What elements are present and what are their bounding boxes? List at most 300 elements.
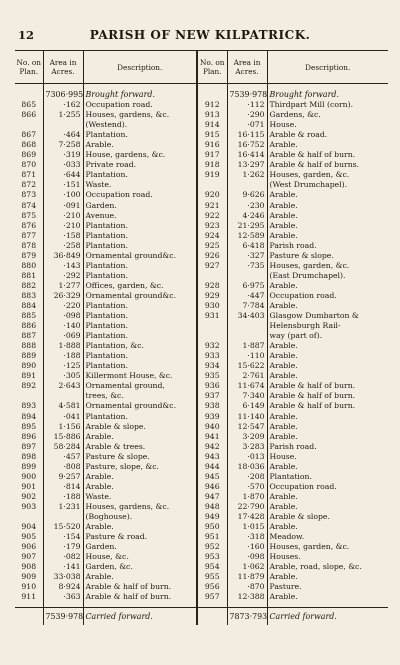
area-cell: ·808 [43,462,83,472]
plan-number-cell: 884 [21,300,37,310]
area-cell: ·814 [43,482,83,492]
plan-number-cell [197,331,227,341]
description-cell: Arable. [267,201,388,211]
area-cell: 1·231 [43,502,83,512]
area-cell: 6·149 [227,401,267,411]
area-cell: 21·295 [227,221,267,231]
table-row [15,130,388,140]
table-row [15,291,388,301]
table-row [15,180,388,190]
description-cell: House. [267,120,388,130]
plan-number-cell: 900 [21,471,37,481]
area-cell: ·292 [43,271,83,281]
description-cell: Arable. [83,522,197,532]
plan-number-cell: 907 [21,552,37,562]
no-cell [15,84,43,101]
description-cell: Arable. [267,140,388,150]
description-cell: Arable. [267,190,388,200]
description-cell: House. [267,452,388,462]
plan-number-cell: 955 [197,572,227,582]
area-cell [227,331,267,341]
plan-number-cell: 941 [197,432,227,442]
table-row [15,170,388,180]
table-row [15,452,388,462]
plan-number-cell: 877 [21,230,37,240]
table-row [15,502,388,512]
area-cell: 9·257 [43,472,83,482]
plan-number-cell: 954 [197,562,227,572]
area-cell: 9·626 [227,190,267,200]
area-cell: 12·589 [227,231,267,241]
area-cell: ·188 [43,492,83,502]
plan-number-cell: 906 [21,542,37,552]
plan-number-cell: 871 [21,170,37,180]
table-row [15,401,388,411]
description-cell: Arable & road. [267,130,388,140]
description-cell: Arable. [267,371,388,381]
area-cell: 16·115 [227,130,267,140]
table-row [15,201,388,211]
description-cell: Arable & half of burn. [267,401,388,411]
area-cell: ·154 [43,532,83,542]
plan-number-cell: 944 [197,462,227,472]
plan-number-cell [15,512,43,522]
description-cell: Arable & half of burn. [267,150,388,160]
table-row [15,160,388,170]
description-cell: (West Drumchapel). [267,180,388,190]
description-cell: Plantation. [83,301,197,311]
description-cell: Arable. [267,301,388,311]
area-cell: ·082 [43,552,83,562]
description-cell: Arable & half of burn. [83,582,197,592]
area-cell: ·158 [43,231,83,241]
area-cell: ·363 [43,592,83,608]
description-cell: Occupation road. [267,291,388,301]
plan-number-cell: 911 [21,592,37,602]
area-cell: ·151 [43,180,83,190]
col-header-desc-left: Description. [83,51,197,84]
description-cell: Arable. [267,351,388,361]
table-row [15,211,388,221]
description-cell: Plantation. [83,221,197,231]
area-cell: 4·246 [227,211,267,221]
area-cell: 58·284 [43,442,83,452]
plan-number-cell: 945 [197,472,227,482]
plan-number-cell: 924 [197,231,227,241]
plan-number-cell: 953 [197,552,227,562]
plan-number-cell: 909 [21,572,37,582]
description-cell: House, gardens, &c. [83,150,197,160]
description-cell: Garden. [83,542,197,552]
plan-number-cell: 869 [21,150,37,160]
carried-forward-area-left: 7539·978 [43,608,83,626]
area-cell: ·125 [43,361,83,371]
area-cell: 18·036 [227,462,267,472]
description-cell: Plantation. [83,321,197,331]
plan-number-cell: 903 [21,501,37,511]
description-cell: (East Drumchapel). [267,271,388,281]
brought-forward-area-right: 7539·978 [227,84,267,101]
plan-number-cell: 939 [197,412,227,422]
description-cell: Plantation. [83,271,197,281]
table-row [15,391,388,401]
area-cell: 11·140 [227,412,267,422]
plan-number-cell: 920 [197,190,227,200]
plan-number-cell: 952 [197,542,227,552]
description-cell: Arable. [267,502,388,512]
area-cell: 34·403 [227,311,267,321]
area-cell: ·230 [227,201,267,211]
col-header-desc-right: Description. [267,51,388,84]
area-cell: ·570 [227,482,267,492]
plan-number-cell: 875 [21,210,37,220]
plan-number-cell: 879 [21,250,37,260]
description-cell: Arable. [267,572,388,582]
description-cell: Helensburgh Rail- [267,321,388,331]
plan-number-cell: 905 [21,532,37,542]
area-cell: 16·752 [227,140,267,150]
plan-number-cell [15,391,43,401]
description-cell: Plantation. [83,331,197,341]
description-cell: Plantation. [83,231,197,241]
area-cell: 2·761 [227,371,267,381]
plan-number-cell: 883 [21,290,37,300]
description-cell: Arable & slope. [83,422,197,432]
description-cell: Arable. [267,211,388,221]
plan-number-cell: 886 [21,321,37,331]
area-cell: ·143 [43,261,83,271]
area-cell: ·644 [43,170,83,180]
plan-number-cell: 934 [197,361,227,371]
area-cell: ·210 [43,221,83,231]
table-row [15,321,388,331]
description-cell: Arable. [83,432,197,442]
area-cell: 15·622 [227,361,267,371]
area-cell: 3·209 [227,432,267,442]
area-cell: ·013 [227,452,267,462]
carried-forward-label-right: Carried forward. [267,608,388,626]
description-cell: Houses, garden, &c. [267,170,388,180]
description-cell: Arable. [83,482,197,492]
no-cell [15,608,43,626]
plan-number-cell: 917 [197,150,227,160]
description-cell: Occupation road. [83,190,197,200]
area-cell: 1·156 [43,422,83,432]
plan-number-cell: 878 [21,240,37,250]
col-header-area-right: Area in Acres. [227,51,267,84]
plan-number-cell [197,271,227,281]
carried-forward-label-left: Carried forward. [83,608,197,626]
table-row [15,251,388,261]
description-cell: Ornamental ground, [83,381,197,391]
plan-number-cell: 922 [197,211,227,221]
plan-number-cell: 898 [21,451,37,461]
description-cell: Garden, &c. [83,562,197,572]
description-cell: Arable. [83,472,197,482]
plan-number-cell: 867 [21,130,37,140]
table-row [15,432,388,442]
area-cell: 11·674 [227,381,267,391]
description-cell: Houses, gardens, &c. [83,502,197,512]
table-row [15,532,388,542]
area-cell: ·033 [43,160,83,170]
description-cell: Arable. [267,221,388,231]
description-cell: Pasture & slope. [83,452,197,462]
plan-number-cell: 887 [21,331,37,341]
description-cell: Plantation. [267,472,388,482]
table-row [15,522,388,532]
area-cell: 1·262 [227,170,267,180]
table-row [15,552,388,562]
area-cell: ·162 [43,100,83,110]
area-cell: ·447 [227,291,267,301]
plan-number-cell: 896 [21,431,37,441]
col-header-area-left: Area in Acres. [43,51,83,84]
table-row [15,100,388,110]
plan-number-cell: 949 [197,512,227,522]
description-cell: Plantation. [83,261,197,271]
plan-number-cell: 872 [21,180,37,190]
description-cell: Arable & trees. [83,442,197,452]
acreage-table [15,50,388,625]
description-cell: Arable & half of burns. [267,160,388,170]
table-row [15,422,388,432]
table-row [15,381,388,391]
plan-number-cell: 916 [197,140,227,150]
plan-number-cell: 936 [197,381,227,391]
plan-number-cell: 926 [197,251,227,261]
table-row [15,110,388,120]
brought-forward-label-left: Brought forward. [83,84,197,101]
description-cell: Arable. [83,572,197,582]
page-number: 12 [18,28,35,42]
plan-number-cell [15,120,43,130]
description-cell: Arable. [267,522,388,532]
plan-number-cell: 937 [197,391,227,401]
plan-number-cell: 868 [21,140,37,150]
plan-number-cell: 942 [197,442,227,452]
description-cell: Glasgow Dumbarton & [267,311,388,321]
plan-number-cell: 895 [21,421,37,431]
description-cell: Arable & half of burn. [267,391,388,401]
description-cell: Plantation. [83,170,197,180]
plan-number-cell: 943 [197,452,227,462]
area-cell: 12·547 [227,422,267,432]
area-cell: 26·329 [43,291,83,301]
area-cell: 1·887 [227,341,267,351]
area-cell: 2·643 [43,381,83,391]
brought-forward-area-left: 7306·995 [43,84,83,101]
description-cell: Houses, gardens, &c. [83,110,197,120]
plan-number-cell: 870 [21,160,37,170]
plan-number-cell: 931 [197,311,227,321]
brought-forward-row [15,84,388,101]
area-cell: ·160 [227,542,267,552]
plan-number-cell: 885 [21,311,37,321]
description-cell: Houses. [267,552,388,562]
area-cell: ·091 [43,201,83,211]
table-row [15,572,388,582]
area-cell: ·319 [43,150,83,160]
table-row [15,592,388,608]
description-cell: Private road. [83,160,197,170]
no-cell [197,84,227,101]
area-cell: ·870 [227,582,267,592]
area-cell: ·208 [227,472,267,482]
table-row [15,311,388,321]
plan-number-cell: 908 [21,562,37,572]
plan-number-cell: 947 [197,492,227,502]
area-cell: ·258 [43,241,83,251]
table-row [15,351,388,361]
table-row [15,261,388,271]
no-cell [197,608,227,626]
carried-forward-row [15,608,388,626]
area-cell: 6·975 [227,281,267,291]
description-cell: Arable & half of burn. [267,381,388,391]
plan-number-cell: 890 [21,361,37,371]
plan-number-cell: 915 [197,130,227,140]
area-cell: 15·520 [43,522,83,532]
description-cell: Arable. [267,231,388,241]
area-cell: 3·283 [227,442,267,452]
plan-number-cell: 902 [21,491,37,501]
plan-number-cell: 891 [21,371,37,381]
area-cell: 15·886 [43,432,83,442]
area-cell: ·464 [43,130,83,140]
description-cell: Arable. [267,592,388,608]
description-cell: Ornamental ground&c. [83,291,197,301]
plan-number-cell: 901 [21,481,37,491]
area-cell: ·098 [227,552,267,562]
plan-number-cell: 918 [197,160,227,170]
plan-number-cell: 866 [21,110,37,120]
description-cell: Garden. [83,201,197,211]
area-cell [43,512,83,522]
area-cell: ·141 [43,562,83,572]
area-cell: ·220 [43,301,83,311]
area-cell: ·041 [43,412,83,422]
area-cell: 1·015 [227,522,267,532]
plan-number-cell: 921 [197,201,227,211]
area-cell: 36·849 [43,251,83,261]
plan-number-cell: 951 [197,532,227,542]
description-cell: Plantation. [83,311,197,321]
description-cell: Plantation. [83,361,197,371]
area-cell: 12·388 [227,592,267,608]
area-cell: 17·428 [227,512,267,522]
area-cell: 22·790 [227,502,267,512]
plan-number-cell: 950 [197,522,227,532]
brought-forward-label-right: Brought forward. [267,84,388,101]
table-row [15,472,388,482]
table-row [15,371,388,381]
area-cell: 1·277 [43,281,83,291]
page-header [0,28,400,44]
table-row [15,442,388,452]
plan-number-cell: 873 [21,190,37,200]
area-cell: ·110 [227,351,267,361]
plan-number-cell: 932 [197,341,227,351]
description-cell: Arable, road, slope, &c. [267,562,388,572]
description-cell: Arable. [267,462,388,472]
table-row [15,361,388,371]
area-cell: ·210 [43,211,83,221]
description-cell: Arable & half of burn. [83,592,197,608]
table-row [15,582,388,592]
area-cell: 33·038 [43,572,83,582]
table-row [15,412,388,422]
table-row [15,241,388,251]
description-cell: Houses, garden, &c. [267,261,388,271]
description-cell: way (part of). [267,331,388,341]
area-cell: ·327 [227,251,267,261]
area-cell: 1·870 [227,492,267,502]
plan-number-cell: 888 [21,341,37,351]
area-cell: 6·418 [227,241,267,251]
plan-number-cell: 925 [197,241,227,251]
area-cell [227,271,267,281]
plan-number-cell: 874 [21,200,37,210]
table-row [15,120,388,130]
col-header-no-right: No. on Plan. [197,51,227,84]
area-cell: ·457 [43,452,83,462]
description-cell: Killermont House, &c. [83,371,197,381]
plan-number-cell: 928 [197,281,227,291]
description-cell: Gardens, &c. [267,110,388,120]
plan-number-cell: 897 [21,441,37,451]
area-cell [43,391,83,401]
plan-number-cell: 880 [21,260,37,270]
plan-number-cell: 914 [197,120,227,130]
description-cell: Avenue. [83,211,197,221]
table-row [15,512,388,522]
carried-forward-area-right: 7873·793 [227,608,267,626]
header-row [15,51,388,84]
col-header-no-left: No. on Plan. [15,51,43,84]
area-cell: 1·888 [43,341,83,351]
area-cell: ·071 [227,120,267,130]
description-cell: Arable. [267,412,388,422]
area-cell: 4·581 [43,401,83,411]
area-cell: ·112 [227,100,267,110]
area-cell: 1·255 [43,110,83,120]
plan-number-cell: 892 [21,381,37,391]
area-cell: ·179 [43,542,83,552]
plan-number-cell: 912 [197,100,227,110]
plan-number-cell: 940 [197,422,227,432]
description-cell: Waste. [83,180,197,190]
description-cell: Arable & slope. [267,512,388,522]
plan-number-cell [197,180,227,190]
table-row [15,140,388,150]
area-cell: ·188 [43,351,83,361]
area-cell [227,321,267,331]
table-row [15,542,388,552]
area-cell: 16·414 [227,150,267,160]
area-cell: 7·340 [227,391,267,401]
description-cell: Plantation. [83,130,197,140]
area-cell: 8·924 [43,582,83,592]
description-cell: Pasture & road. [83,532,197,542]
description-cell: Occupation road. [267,482,388,492]
plan-number-cell: 957 [197,592,227,608]
area-cell: 13·297 [227,160,267,170]
description-cell: Thirdpart Mill (corn). [267,100,388,110]
table-row [15,150,388,160]
plan-number-cell: 910 [21,582,37,592]
description-cell: Occupation road. [83,100,197,110]
